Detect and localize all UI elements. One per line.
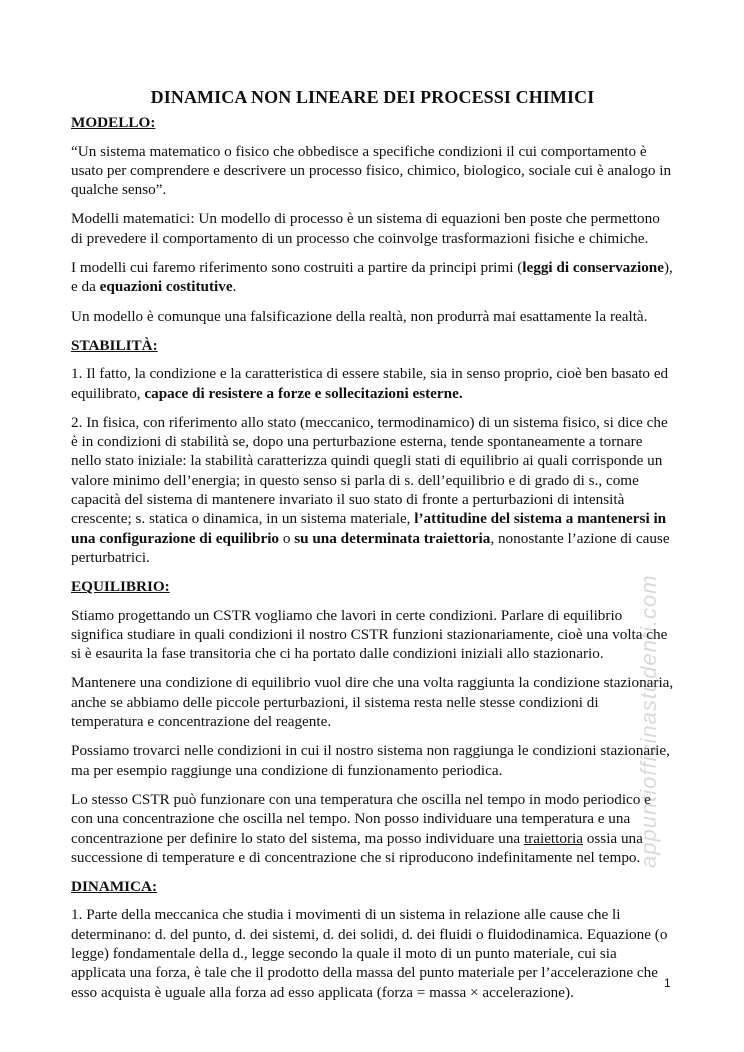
equilibrio-paragraph-1: Stiamo progettando un CSTR vogliamo che lavori in certe condizioni. Parlare di equilibrio significa studiare in quali condizioni il nostro CSTR funzioni stazionariamente, cioè una volta che si è esaurita la fase transitoria che ci ha portato dalle condizioni iniziali allo stazionario. bbox=[71, 606, 668, 663]
modello-paragraph-1: “Un sistema matematico o fisico che obbedisce a specifiche condizioni il cui comportamento è usato per comprendere e descrivere un processo fisico, chimico, biologico, sociale cui è analogo in qualche senso”. bbox=[71, 142, 672, 199]
watermark: appuntiofficinastudenti.com bbox=[636, 574, 661, 868]
page-number: 1 bbox=[664, 976, 671, 990]
stabilita-paragraph-1 bbox=[71, 364, 674, 403]
section-heading-modello: MODELLO: bbox=[71, 114, 156, 132]
text-run: I modelli cui faremo riferimento sono costruiti a partire da principi primi ( bbox=[71, 259, 523, 277]
text-run: Lo stesso CSTR può funzionare con una temperatura che oscilla nel tempo in modo periodico e con una concentrazione che oscilla nel tempo. Non posso individuare una temperatura e una concentrazione per definire lo stato del sistema, ma posso individuare una bbox=[71, 790, 651, 847]
text-run: . bbox=[232, 278, 237, 296]
text-run: 1. Il fatto, la condizione e la caratteristica di essere stabile, sia in senso proprio, cioè ben basato ed equilibrato, bbox=[71, 365, 669, 402]
bold-text-run: leggi di conservazione bbox=[522, 259, 664, 277]
text-run: ), e da bbox=[71, 259, 673, 296]
bold-text-run: su una determinata traiettoria bbox=[294, 529, 491, 547]
modello-paragraph-3 bbox=[71, 258, 674, 297]
text-run: , nonostante l’azione di cause perturbatrici. bbox=[71, 529, 670, 566]
document-title: DINAMICA NON LINEARE DEI PROCESSI CHIMICI bbox=[150, 87, 595, 107]
section-heading-stabilita: STABILITÀ: bbox=[71, 336, 158, 354]
section-heading-dinamica: DINAMICA: bbox=[71, 878, 158, 896]
modello-paragraph-4: Un modello è comunque una falsificazione della realtà, non produrrà mai esattamente la realtà. bbox=[71, 307, 648, 325]
dinamica-paragraph-1: 1. Parte della meccanica che studia i movimenti di un sistema in relazione alle cause che li determinano: d. del punto, d. dei sistemi, d. dei solidi, d. dei fluidi o fluidodinamica. Equazione (o legge) fondamentale della d., legge secondo la quale il moto di un punto materiale, cui sia applicata una forza, è tale che il prodotto della massa del punto materiale per l’accelerazione che esso acquista è uguale alla forza ad esso applicata (forza = massa × accelerazione). bbox=[71, 906, 668, 1001]
text-run: 2. In fisica, con riferimento allo stato (meccanico, termodinamico) di un sistema fisico, si dice che è in condizioni di stabilità se, dopo una perturbazione esterna, tende spontaneamente a tornare nello stato iniziale: la stabilità caratterizza quindi quegli stati di equilibrio ai quali corrisponde un valore minimo dell’energia; in questo senso si parla di s. dell’equilibrio e di grado di s., come capacità del sistema di mantenere invariato il suo stato di fronte a perturbazioni di intensità crescente; s. statica o dinamica, in un sistema materiale, bbox=[71, 413, 668, 528]
modello-paragraph-2: Modelli matematici: Un modello di processo è un sistema di equazioni ben poste che permettono di prevedere il comportamento di un processo che coinvolge trasformazioni fisiche e chimiche. bbox=[71, 210, 660, 247]
text-run: o bbox=[279, 529, 295, 547]
text-run: ossia una successione di temperature e di concentrazione che si riproducono indefinitamente nel tempo. bbox=[71, 829, 643, 866]
bold-text-run: equazioni costitutive bbox=[99, 278, 233, 296]
section-heading-equilibrio: EQUILIBRIO: bbox=[71, 578, 170, 596]
equilibrio-paragraph-4 bbox=[71, 790, 674, 867]
equilibrio-paragraph-2: Mantenere una condizione di equilibrio vuol dire che una volta raggiunta la condizione stazionaria, anche se abbiamo delle piccole perturbazioni, il sistema resta nelle stesse condizioni di temperatura e concentrazione del reagente. bbox=[71, 674, 674, 731]
bold-text-run: capace di resistere a forze e sollecitazioni esterne. bbox=[144, 384, 463, 402]
stabilita-paragraph-2 bbox=[71, 413, 674, 567]
underlined-text-run: traiettoria bbox=[523, 829, 583, 847]
bold-text-run: l’attitudine del sistema a mantenersi in una configurazione di equilibrio bbox=[71, 510, 667, 547]
page-content bbox=[71, 88, 674, 1012]
equilibrio-paragraph-3: Possiamo trovarci nelle condizioni in cui il nostro sistema non raggiunga le condizioni stazionarie, ma per esempio raggiunge una condizione di funzionamento periodica. bbox=[71, 742, 670, 779]
